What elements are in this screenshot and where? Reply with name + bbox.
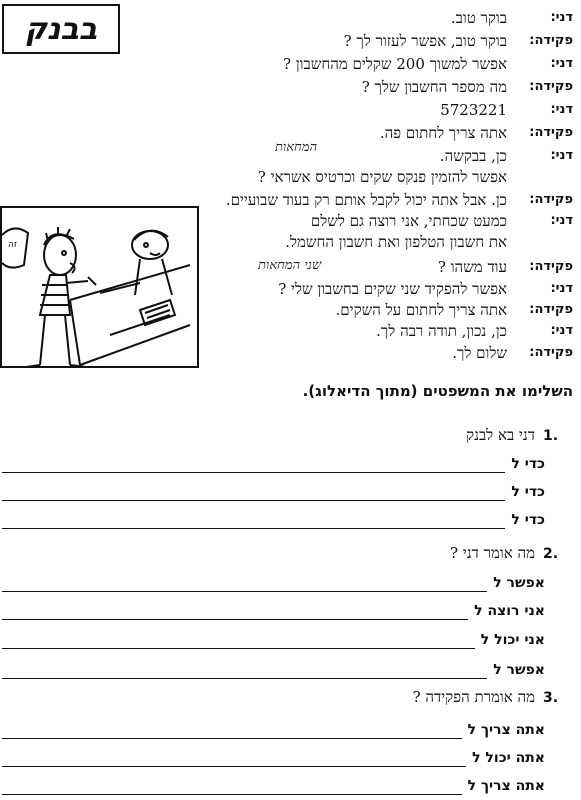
speaker-label: פקידה: xyxy=(529,33,573,48)
speaker-label: פקידה: xyxy=(529,302,573,317)
speaker-label: דני: xyxy=(550,323,573,338)
answer-prompt: כדי ל xyxy=(511,484,545,500)
speaker-label: פקידה: xyxy=(529,125,573,140)
dialogue-line xyxy=(18,31,573,51)
svg-text:זה: זה xyxy=(8,240,17,250)
dialogue-line xyxy=(18,54,573,74)
speaker-label: דני: xyxy=(550,10,573,25)
dialogue-text: אתה צריך לחתום פה. xyxy=(379,124,507,142)
answer-blank-line[interactable] xyxy=(2,500,505,501)
dialogue-text: 5723221 xyxy=(440,101,507,119)
speaker-label: פקידה: xyxy=(529,192,573,207)
question-prompt: דני בא לבנק xyxy=(466,426,535,444)
dialogue-line xyxy=(18,167,573,187)
question-number: 2. xyxy=(543,546,559,562)
speaker-label: דני: xyxy=(550,213,573,228)
answer-prompt: כדי ל xyxy=(511,512,545,528)
dialogue-text: בוקר טוב. xyxy=(450,9,507,27)
exercise-instruction: השלימו את המשפטים (מתוך הדיאלוג). xyxy=(302,382,573,400)
speaker-label: דני: xyxy=(550,56,573,71)
answer-prompt: אפשר ל xyxy=(493,575,545,591)
answer-prompt: אני רוצה ל xyxy=(474,603,545,619)
dialogue-text: את חשבון הטלפון ואת חשבון החשמל. xyxy=(285,233,507,251)
handwritten-note: שני המחאות xyxy=(258,258,322,273)
answer-blank-line[interactable] xyxy=(2,591,487,592)
dialogue-line xyxy=(18,77,573,97)
dialogue-text: שלום לך. xyxy=(452,344,507,362)
speaker-label: פקידה: xyxy=(529,79,573,94)
question-number: 3. xyxy=(543,690,559,706)
answer-blank-line[interactable] xyxy=(2,678,487,679)
dialogue-text: עוד משהו ? xyxy=(437,258,507,276)
answer-blank-line[interactable] xyxy=(2,766,466,767)
answer-blank-line[interactable] xyxy=(2,472,505,473)
dialogue-line xyxy=(18,100,573,120)
answer-prompt: אני יכול ל xyxy=(480,632,545,648)
question-number: 1. xyxy=(543,428,559,444)
dialogue-text: כן, בבקשה. xyxy=(439,147,507,165)
answer-blank-line[interactable] xyxy=(2,619,468,620)
speaker-label: דני: xyxy=(550,148,573,163)
answer-prompt: אתה יכול ל xyxy=(472,750,545,766)
speaker-label: פקידה: xyxy=(529,259,573,274)
answer-prompt: אתה צריך ל xyxy=(467,778,545,794)
speaker-label: דני: xyxy=(550,102,573,117)
dialogue-text: אתה צריך לחתום על השקים. xyxy=(335,301,507,319)
answer-prompt: אפשר ל xyxy=(493,662,545,678)
answer-blank-line[interactable] xyxy=(2,528,505,529)
answer-blank-line[interactable] xyxy=(2,794,462,795)
question-prompt: מה אומרת הפקידה ? xyxy=(412,688,535,706)
dialogue-text: כמעט שכחתי, אני רוצה גם לשלם xyxy=(310,212,507,230)
handwritten-note: המחאות xyxy=(275,140,318,155)
bank-cartoon-illustration xyxy=(0,205,200,370)
speaker-label: פקידה: xyxy=(529,345,573,360)
page-title: בבנק xyxy=(2,4,120,54)
dialogue-text: אפשר להפקיד שני שקים בחשבון שלי ? xyxy=(278,280,507,298)
dialogue-text: כן, נכון, תודה רבה לך. xyxy=(376,322,507,340)
answer-prompt: אתה צריך ל xyxy=(467,722,545,738)
dialogue-text: מה מספר החשבון שלך ? xyxy=(361,78,507,96)
question-prompt: מה אומר דני ? xyxy=(450,544,535,562)
dialogue-text: אפשר להזמין פנקס שקים וכרטיס אשראי ? xyxy=(257,168,507,186)
dialogue-line xyxy=(18,8,573,28)
dialogue-text: כן. אבל אתה יכול לקבל אותם רק בעוד שבועיים. xyxy=(225,191,507,209)
dialogue-text: בוקר טוב, אפשר לעזור לך ? xyxy=(343,32,507,50)
answer-blank-line[interactable] xyxy=(2,648,475,649)
dialogue-text: אפשר למשוך 200 שקלים מהחשבון ? xyxy=(283,55,507,73)
speaker-label: דני: xyxy=(550,281,573,296)
answer-prompt: כדי ל xyxy=(511,456,545,472)
answer-blank-line[interactable] xyxy=(2,738,462,739)
